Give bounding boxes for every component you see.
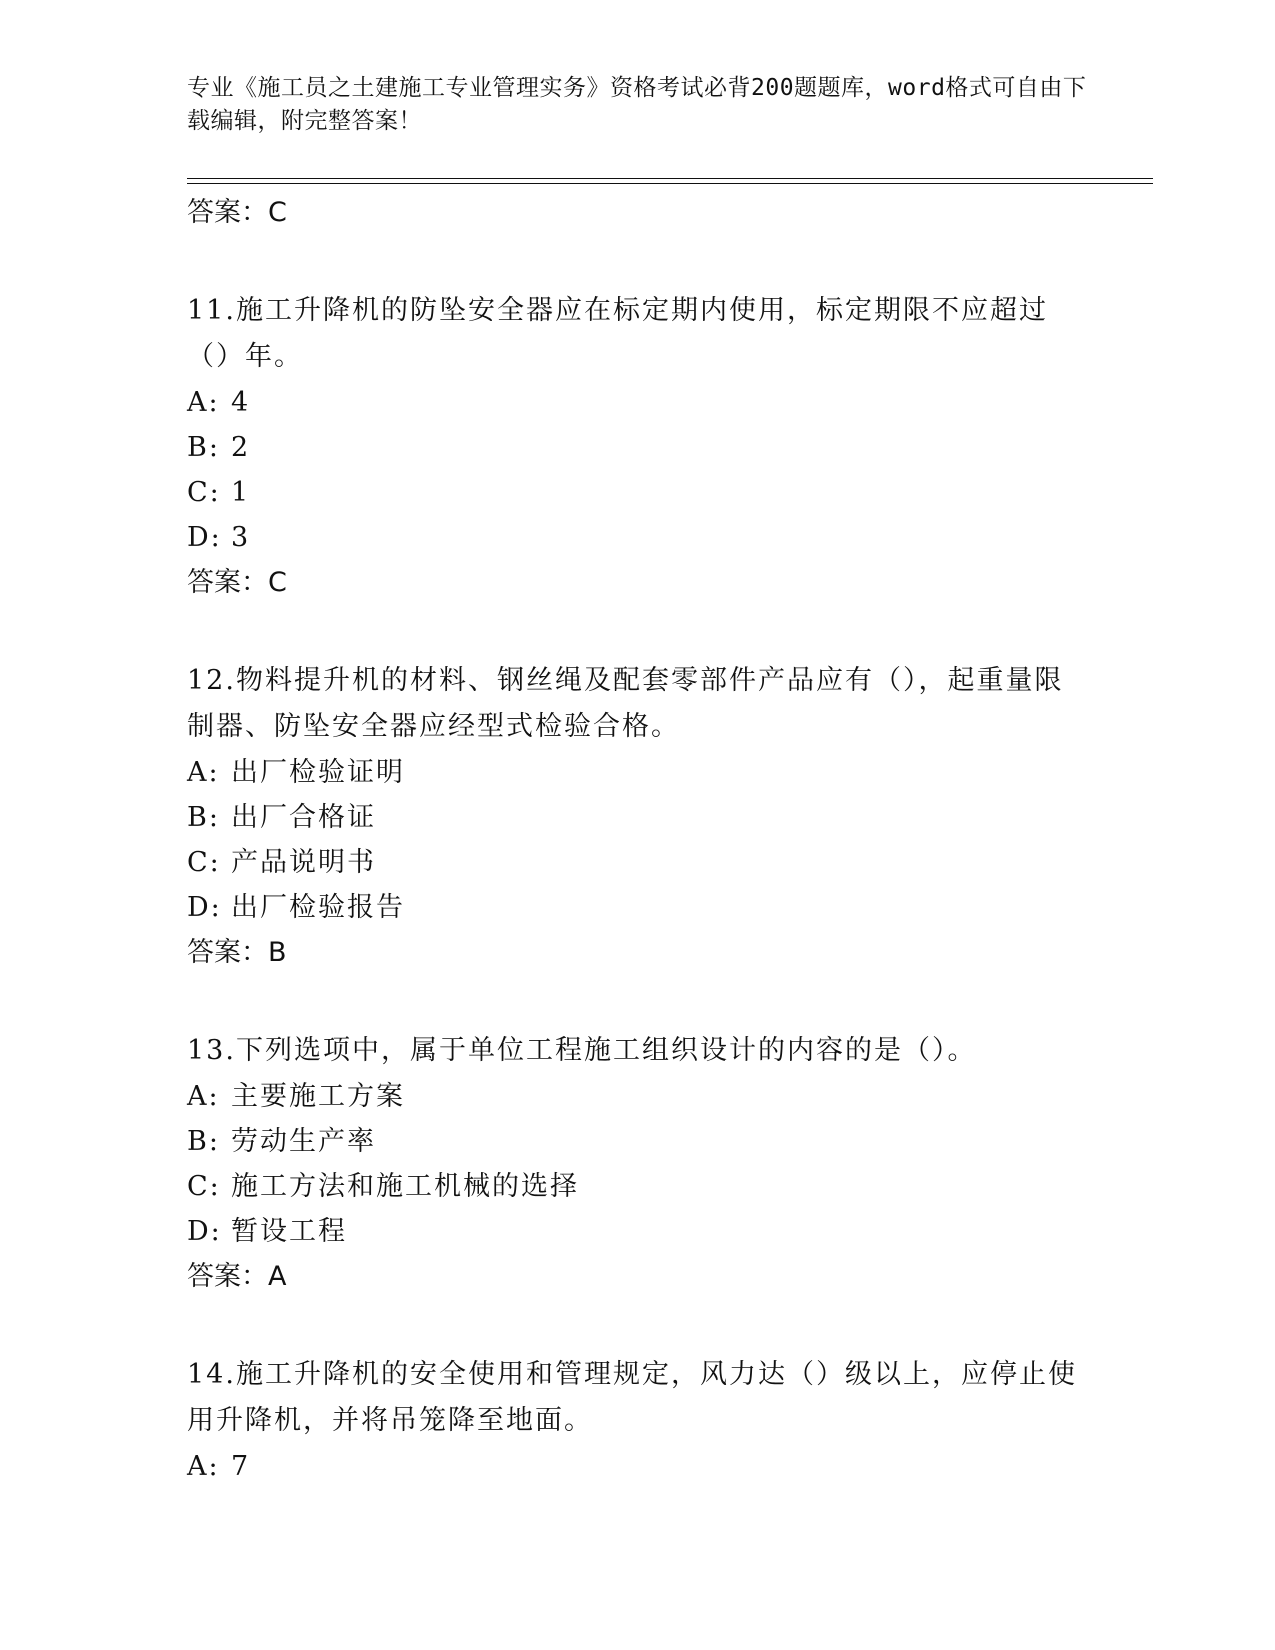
option-text: 1 [231,477,251,508]
answer-line: 答案：A [187,1261,287,1292]
option-text: 主要施工方案 [231,1081,405,1112]
option-letter: B: [187,432,220,463]
option-item [187,750,1087,795]
answer-line: 答案：C [187,567,287,598]
option-item [187,1164,1087,1209]
option-letter: A: [187,757,220,788]
option-letter: D: [187,892,222,923]
option-letter: B: [187,802,220,833]
option-item [187,425,1087,470]
option-letter: C: [187,477,221,508]
option-item [187,1074,1087,1119]
option-item [187,470,1087,515]
option-item [187,885,1087,930]
option-letter: D: [187,1216,222,1247]
option-text: 出厂检验报告 [231,892,405,923]
question-stem: 13.下列选项中，属于单位工程施工组织设计的内容的是（）。 [187,1035,977,1066]
question-list [187,190,1087,1489]
option-item [187,1119,1087,1164]
option-letter: C: [187,1171,221,1202]
header-divider-bottom [187,183,1153,184]
option-item [187,840,1087,885]
option-item [187,515,1087,560]
option-letter: B: [187,1126,220,1157]
option-text: 劳动生产率 [231,1126,376,1157]
option-text: 4 [231,387,251,418]
question-stem: 11.施工升降机的防坠安全器应在标定期内使用，标定期限不应超过（）年。 [187,295,1048,372]
option-text: 7 [231,1451,251,1482]
option-letter: D: [187,522,222,553]
question-stem: 14.施工升降机的安全使用和管理规定，风力达（）级以上，应停止使用升降机，并将吊笼降至地面。 [187,1359,1077,1436]
question-stem: 12.物料提升机的材料、钢丝绳及配套零部件产品应有（），起重量限制器、防坠安全器应经型式检验合格。 [187,665,1064,742]
option-text: 产品说明书 [231,847,376,878]
answer-line: 答案：C [187,197,287,228]
option-text: 2 [231,432,251,463]
option-item [187,1444,1087,1489]
option-text: 3 [231,522,251,553]
option-item [187,795,1087,840]
option-item [187,1209,1087,1254]
option-text: 出厂合格证 [231,802,376,833]
option-letter: A: [187,1081,220,1112]
option-letter: C: [187,847,221,878]
option-letter: A: [187,1451,220,1482]
document-header: 专业《施工员之土建施工专业管理实务》资格考试必背200题题库，word格式可自由下载编辑，附完整答案！ [187,75,1087,134]
option-item [187,380,1087,425]
option-text: 暂设工程 [231,1216,347,1247]
header-divider-top [187,178,1153,179]
answer-line: 答案：B [187,937,287,968]
option-letter: A: [187,387,220,418]
option-text: 出厂检验证明 [231,757,405,788]
option-text: 施工方法和施工机械的选择 [231,1171,579,1202]
